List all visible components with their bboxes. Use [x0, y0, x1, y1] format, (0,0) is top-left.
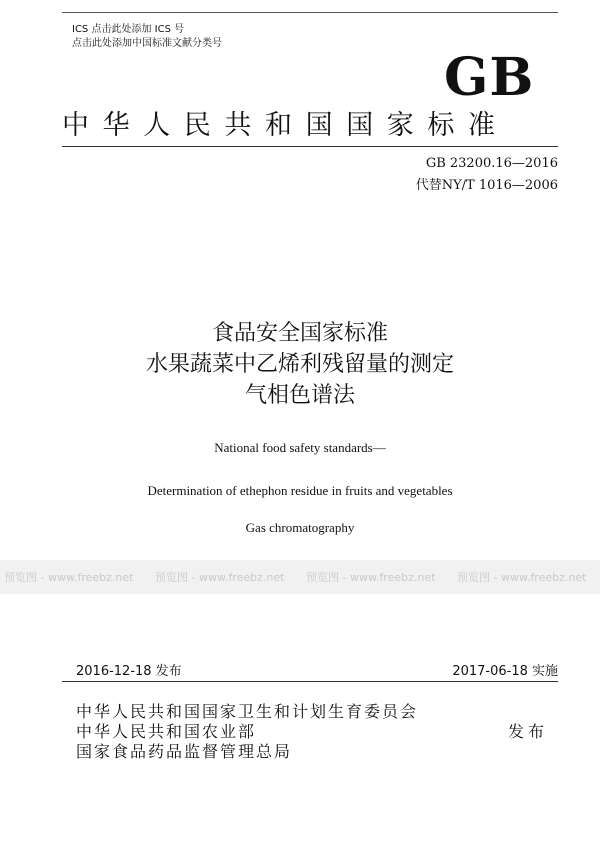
issuer-nhfpc: 中华人民共和国国家卫生和计划生育委员会 — [76, 702, 419, 721]
watermark-text: 预览图 - www.freebz.net — [306, 571, 436, 584]
en-title-line3: Gas chromatography — [245, 520, 355, 535]
publish-label: 发布 — [508, 722, 549, 741]
issuer-cfda: 国家食品药品监督管理总局 — [76, 742, 293, 761]
chinese-title — [0, 318, 600, 411]
watermark-text: 预览图 - www.freebz.net — [4, 571, 134, 584]
ics-number: ICS 点击此处添加 ICS 号 — [72, 24, 185, 35]
en-title-line1: National food safety standards— — [214, 440, 386, 455]
replaced-standard: 代替NY/T 1016—2006 — [415, 178, 558, 193]
national-standard-title: 中华人民共和国国家标准 — [62, 110, 509, 141]
classification-block — [72, 23, 222, 51]
cn-title-line1: 食品安全国家标准 — [211, 321, 388, 346]
cn-title-line2: 水果蔬菜中乙烯利残留量的测定 — [145, 352, 454, 377]
issue-date: 2016-12-18 发布 — [76, 664, 182, 679]
header-rule — [62, 146, 558, 147]
standard-number-block — [416, 153, 558, 197]
top-rule — [62, 12, 558, 13]
footer-rule — [62, 681, 558, 682]
watermark-text: 预览图 - www.freebz.net — [155, 571, 285, 584]
standard-number: GB 23200.16—2016 — [425, 156, 558, 171]
gb-logo: GB — [444, 47, 535, 108]
watermark-text: 预览图 - www.freebz.net — [457, 571, 587, 584]
issuer-moa: 中华人民共和国农业部 — [76, 722, 257, 741]
ccs-number: 点击此处添加中国标准文献分类号 — [72, 38, 222, 49]
preview-watermark — [0, 560, 600, 594]
en-title-line2: Determination of ethephon residue in fruits and vegetables — [147, 483, 453, 498]
effective-date: 2017-06-18 实施 — [452, 664, 558, 679]
cn-title-line3: 气相色谱法 — [244, 383, 355, 408]
issuing-authorities — [76, 702, 418, 762]
